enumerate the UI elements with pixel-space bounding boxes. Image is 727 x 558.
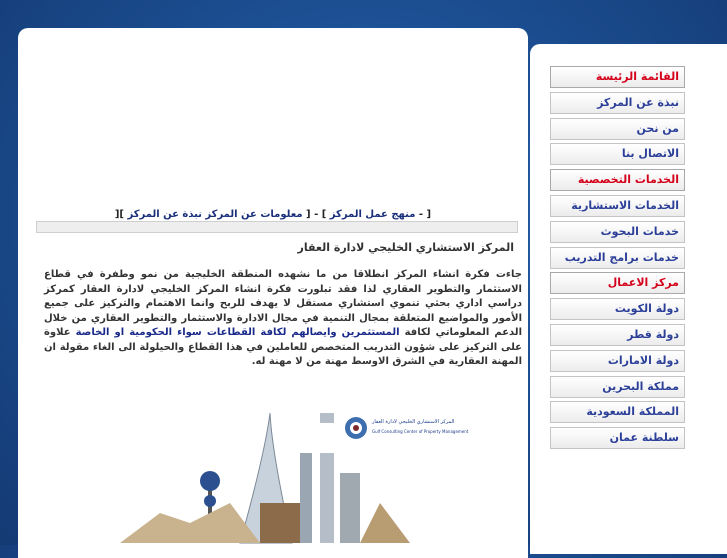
article-title: المركز الاستشاري الخليجي لادارة العقار: [297, 241, 514, 254]
article-body-intro: جاءت فكرة انشاء المركز انطلاقا من ما نشهده المنطقة الخليجية من نمو وطفرة في قطاع الاستثمار والتطوير العقاري لذا فقد تبلورت فكرة انشاء المركز الخليجي لادارة العقار كمركز دراسي اداري بحثي تنموي استشاري مستقل لا يهدف للربح وانما الاهتمام والتركيز على جميع الأمور والمواضيع المتعلقة بمجال التنمية في مجال الادارة والاستثمار والتطوير العقاري من خلال الدعم المعلوماتي لكافة: [44, 269, 522, 338]
sidebar-item-7[interactable]: خدمات برامج التدريب: [550, 247, 685, 269]
sidebar-item-3[interactable]: الاتصال بنا: [550, 143, 685, 165]
nav-open-bracket: [ -: [418, 209, 432, 220]
article-body-rest: علاوة على التركيز على شؤون التدريب المتخصص للعاملين في هذا القطاع والحيلولة الى الغاء مقولة ان المهنة العقارية في الشرق الاوسط مهنة من لا مهنة له.: [44, 327, 522, 367]
sidebar-item-12[interactable]: مملكة البحرين: [550, 376, 685, 398]
article-body-highlight: المستثمرين وايصالهم لكافة القطاعات سواء الحكومية او الخاصة: [75, 327, 400, 338]
center-logo: [345, 417, 469, 439]
nav-link-info[interactable]: معلومات عن المركز: [205, 209, 303, 220]
sidebar-menu: [550, 66, 687, 453]
landmark-base-icon: [120, 503, 260, 543]
sidebar-item-4[interactable]: الخدمات التخصصية: [550, 169, 685, 191]
tower-icon: [300, 453, 312, 543]
sidebar-item-14[interactable]: سلطنة عمان: [550, 427, 685, 449]
building-icon: [340, 473, 360, 543]
nav-close-bracket: ][: [114, 209, 124, 220]
nav-link-methodology[interactable]: منهج عمل المركز: [329, 209, 416, 220]
sidebar-item-10[interactable]: دولة قطر: [550, 324, 685, 346]
sidebar-item-1[interactable]: نبذة عن المركز: [550, 92, 685, 114]
logo-english-text: Gulf Consulting Center of Property Management: [372, 429, 469, 434]
main-content-panel: [18, 28, 528, 558]
sidebar-panel: [530, 44, 727, 554]
sidebar-item-11[interactable]: دولة الامارات: [550, 350, 685, 372]
sidebar-item-0[interactable]: القائمة الرئيسة: [550, 66, 685, 88]
sidebar-item-8[interactable]: مركز الاعمال: [550, 272, 685, 294]
nav-link-about[interactable]: نبذة عن المركز: [127, 209, 202, 220]
logo-arabic-text: المركز الاستشاري الخليجي لادارة العقار: [372, 419, 455, 425]
nav-separator: ] - [: [306, 209, 327, 220]
sidebar-item-13[interactable]: المملكة السعودية: [550, 401, 685, 423]
info-nav-links: [18, 209, 528, 220]
gulf-landmarks-illustration: [120, 383, 469, 543]
divider-bar: [36, 221, 518, 233]
article-body: [44, 268, 522, 370]
sidebar-item-6[interactable]: خدمات البحوث: [550, 221, 685, 243]
sidebar-item-2[interactable]: من نحن: [550, 118, 685, 140]
sidebar-item-9[interactable]: دولة الكويت: [550, 298, 685, 320]
sidebar-item-5[interactable]: الخدمات الاستشارية: [550, 195, 685, 217]
